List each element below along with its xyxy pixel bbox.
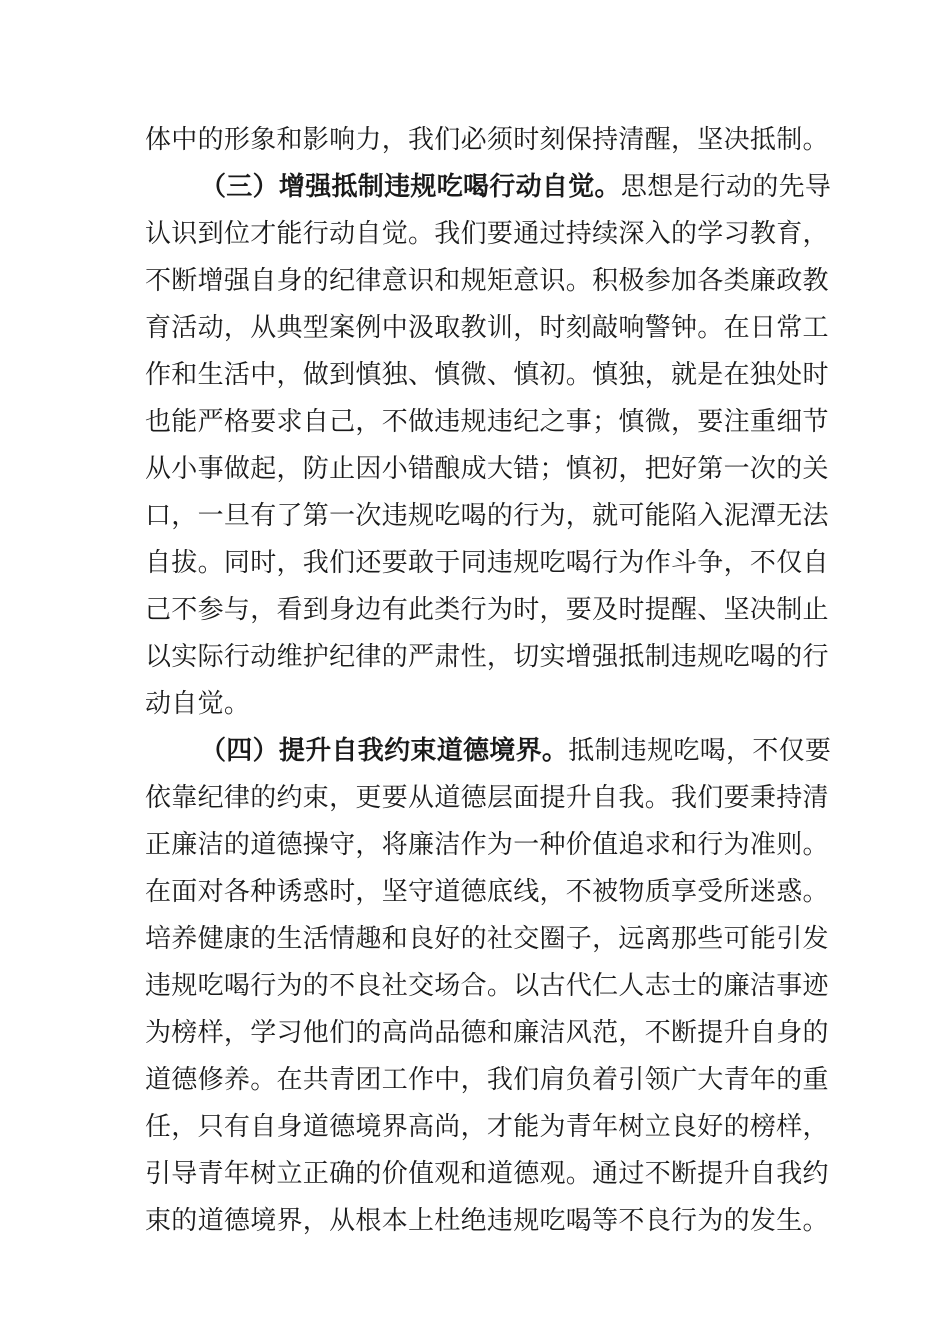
paragraph-line: 认识到位才能行动自觉。我们要通过持续深入的学习教育，: [145, 219, 829, 249]
section-4-heading: （四）提升自我约束道德境界。: [200, 736, 569, 766]
paragraph-line: 从小事做起，防止因小错酿成大错；慎初，把好第一次的关: [145, 454, 829, 484]
paragraph-line: 道德修养。在共青团工作中，我们肩负着引领广大青年的重: [145, 1065, 829, 1095]
paragraph-line: 也能严格要求自己，不做违规违纪之事；慎微，要注重细节: [145, 407, 829, 437]
section-3-heading: （三）增强抵制违规吃喝行动自觉。: [200, 172, 621, 202]
paragraph-line: 体中的形象和影响力，我们必须时刻保持清醒，坚决抵制。: [145, 125, 829, 155]
paragraph-line: 为榜样，学习他们的高尚品德和廉洁风范，不断提升自身的: [145, 1018, 829, 1048]
section-4-first-line-text: 抵制违规吃喝，不仅要: [568, 736, 832, 766]
paragraph-line: 作和生活中，做到慎独、慎微、慎初。慎独，就是在独处时: [145, 360, 829, 390]
paragraph-line: 正廉洁的道德操守，将廉洁作为一种价值追求和行为准则。: [145, 830, 829, 860]
paragraph-line: 动自觉。: [145, 689, 251, 719]
section-4-first-line: [200, 729, 832, 773]
paragraph-line: 口，一旦有了第一次违规吃喝的行为，就可能陷入泥潭无法: [145, 501, 829, 531]
section-3-first-line: [200, 165, 832, 209]
paragraph-line: 自拔。同时，我们还要敢于同违规吃喝行为作斗争，不仅自: [145, 548, 829, 578]
section-3-first-line-text: 思想是行动的先导: [620, 172, 832, 202]
paragraph-line: 束的道德境界，从根本上杜绝违规吃喝等不良行为的发生。: [145, 1206, 829, 1236]
paragraph-line: 培养健康的生活情趣和良好的社交圈子，远离那些可能引发: [145, 924, 829, 954]
paragraph-line: 不断增强自身的纪律意识和规矩意识。积极参加各类廉政教: [145, 266, 829, 296]
paragraph-line: 在面对各种诱惑时，坚守道德底线，不被物质享受所迷惑。: [145, 877, 829, 907]
paragraph-line: 育活动，从典型案例中汲取教训，时刻敲响警钟。在日常工: [145, 313, 829, 343]
paragraph-line: 依靠纪律的约束，更要从道德层面提升自我。我们要秉持清: [145, 783, 829, 813]
paragraph-line: 引导青年树立正确的价值观和道德观。通过不断提升自我约: [145, 1159, 829, 1189]
paragraph-line: 违规吃喝行为的不良社交场合。以古代仁人志士的廉洁事迹: [145, 971, 829, 1001]
paragraph-line: 以实际行动维护纪律的严肃性，切实增强抵制违规吃喝的行: [145, 642, 829, 672]
paragraph-line: 己不参与，看到身边有此类行为时，要及时提醒、坚决制止: [145, 595, 829, 625]
paragraph-line: 任，只有自身道德境界高尚，才能为青年树立良好的榜样，: [145, 1112, 829, 1142]
